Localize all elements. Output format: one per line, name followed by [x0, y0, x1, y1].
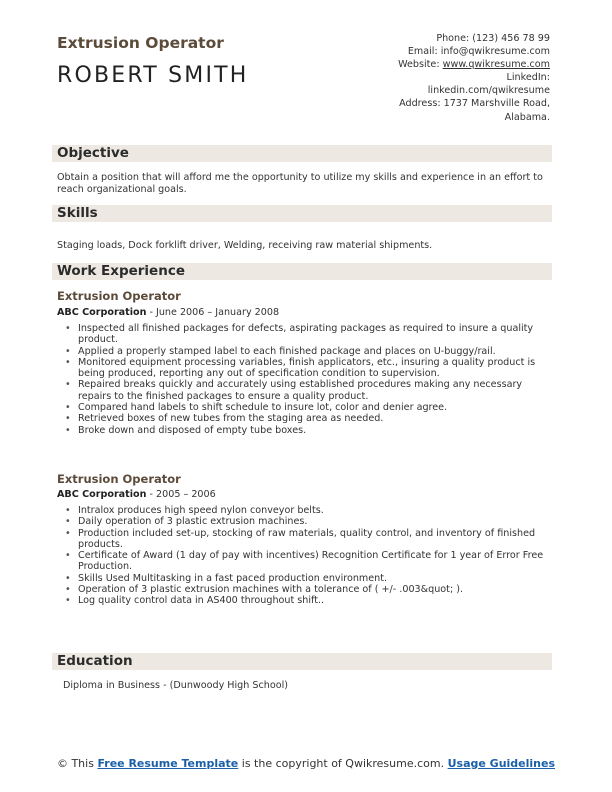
skills-section-header [52, 205, 552, 222]
list-item: • Intralox produces high speed nylon conveyor belts. [63, 505, 555, 516]
contact-phone: Phone: (123) 456 78 99 [436, 33, 550, 44]
job-1-dates: - June 2006 – January 2008 [146, 307, 280, 318]
objective-title: Objective [57, 145, 129, 161]
job-2-bullets [63, 505, 555, 607]
job-1-company-line [57, 307, 279, 318]
job-1-role: Extrusion Operator [57, 289, 181, 303]
job-2-role: Extrusion Operator [57, 472, 181, 486]
objective-section-header [52, 145, 552, 162]
contact-address-line2: Alabama. [504, 111, 550, 123]
contact-address-line1: Address: 1737 Marshville Road, [399, 98, 550, 110]
copyright-footer [0, 757, 612, 771]
list-item: • Monitored equipment processing variables, finish applicators, etc., insuring a quality product is being produced, reporting any out of specification condition to supervision. [63, 357, 555, 380]
list-item: • Daily operation of 3 plastic extrusion machines. [63, 516, 555, 527]
skills-text: Staging loads, Dock forklift driver, Welding, receiving raw material shipments. [57, 240, 433, 251]
list-item: • Inspected all finished packages for defects, aspirating packages as required to insure a quality product. [63, 323, 555, 346]
work-experience-title: Work Experience [57, 263, 185, 279]
list-item: • Skills Used Multitasking in a fast paced production environment. [63, 573, 555, 584]
job-1-company: ABC Corporation [57, 307, 147, 318]
free-resume-template-link[interactable]: Free Resume Template [97, 757, 239, 770]
list-item: • Production included set-up, stocking of raw materials, quality control, and inventory of finished products. [63, 528, 555, 551]
job-2-company: ABC Corporation [57, 489, 147, 500]
list-item: • Operation of 3 plastic extrusion machines with a tolerance of ( +/- .003&quot; ). [63, 584, 555, 595]
job-2-company-line [57, 489, 216, 500]
education-title: Education [57, 653, 133, 669]
list-item: • Broke down and disposed of empty tube boxes. [63, 425, 555, 436]
education-text: Diploma in Business - (Dunwoody High School) [63, 680, 288, 691]
list-item: • Repaired breaks quickly and accurately using established procedures making any necessary repairs to the finished packages to ensure a quality product. [63, 379, 555, 402]
work-experience-section-header [52, 263, 552, 280]
list-item: • Retrieved boxes of new tubes from the staging area as needed. [63, 413, 555, 424]
website-label: Website: [398, 59, 443, 71]
job-2-dates: - 2005 – 2006 [146, 489, 216, 500]
website-link[interactable]: www.qwikresume.com [442, 59, 550, 71]
contact-linkedin-label: LinkedIn: [506, 72, 550, 84]
list-item: • Log quality control data in AS400 throughout shift.. [63, 595, 555, 606]
candidate-name: ROBERT SMITH [57, 63, 249, 88]
list-item: • Certificate of Award (1 day of pay with incentives) Recognition Certificate for 1 year of Error Free Production. [63, 550, 555, 573]
job-1-bullets [63, 323, 555, 436]
footer-prefix: © This [56, 757, 98, 770]
list-item: • Applied a properly stamped label to each finished package and places on U-buggy/rail. [63, 346, 555, 357]
contact-linkedin-value: linkedin.com/qwikresume [427, 85, 550, 97]
skills-title: Skills [57, 205, 98, 221]
list-item: • Compared hand labels to shift schedule to insure lot, color and denier agree. [63, 402, 555, 413]
contact-email: Email: info@qwikresume.com [407, 46, 550, 58]
education-section-header [52, 653, 552, 670]
objective-text: Obtain a position that will afford me the opportunity to utilize my skills and experience in an effort to reach organizational goals. [57, 172, 543, 195]
contact-website [290, 58, 550, 71]
footer-middle: is the copyright of Qwikresume.com. [238, 757, 448, 770]
resume-job-title: Extrusion Operator [57, 34, 224, 52]
contact-block [290, 32, 550, 124]
usage-guidelines-link[interactable]: Usage Guidelines [447, 757, 556, 770]
